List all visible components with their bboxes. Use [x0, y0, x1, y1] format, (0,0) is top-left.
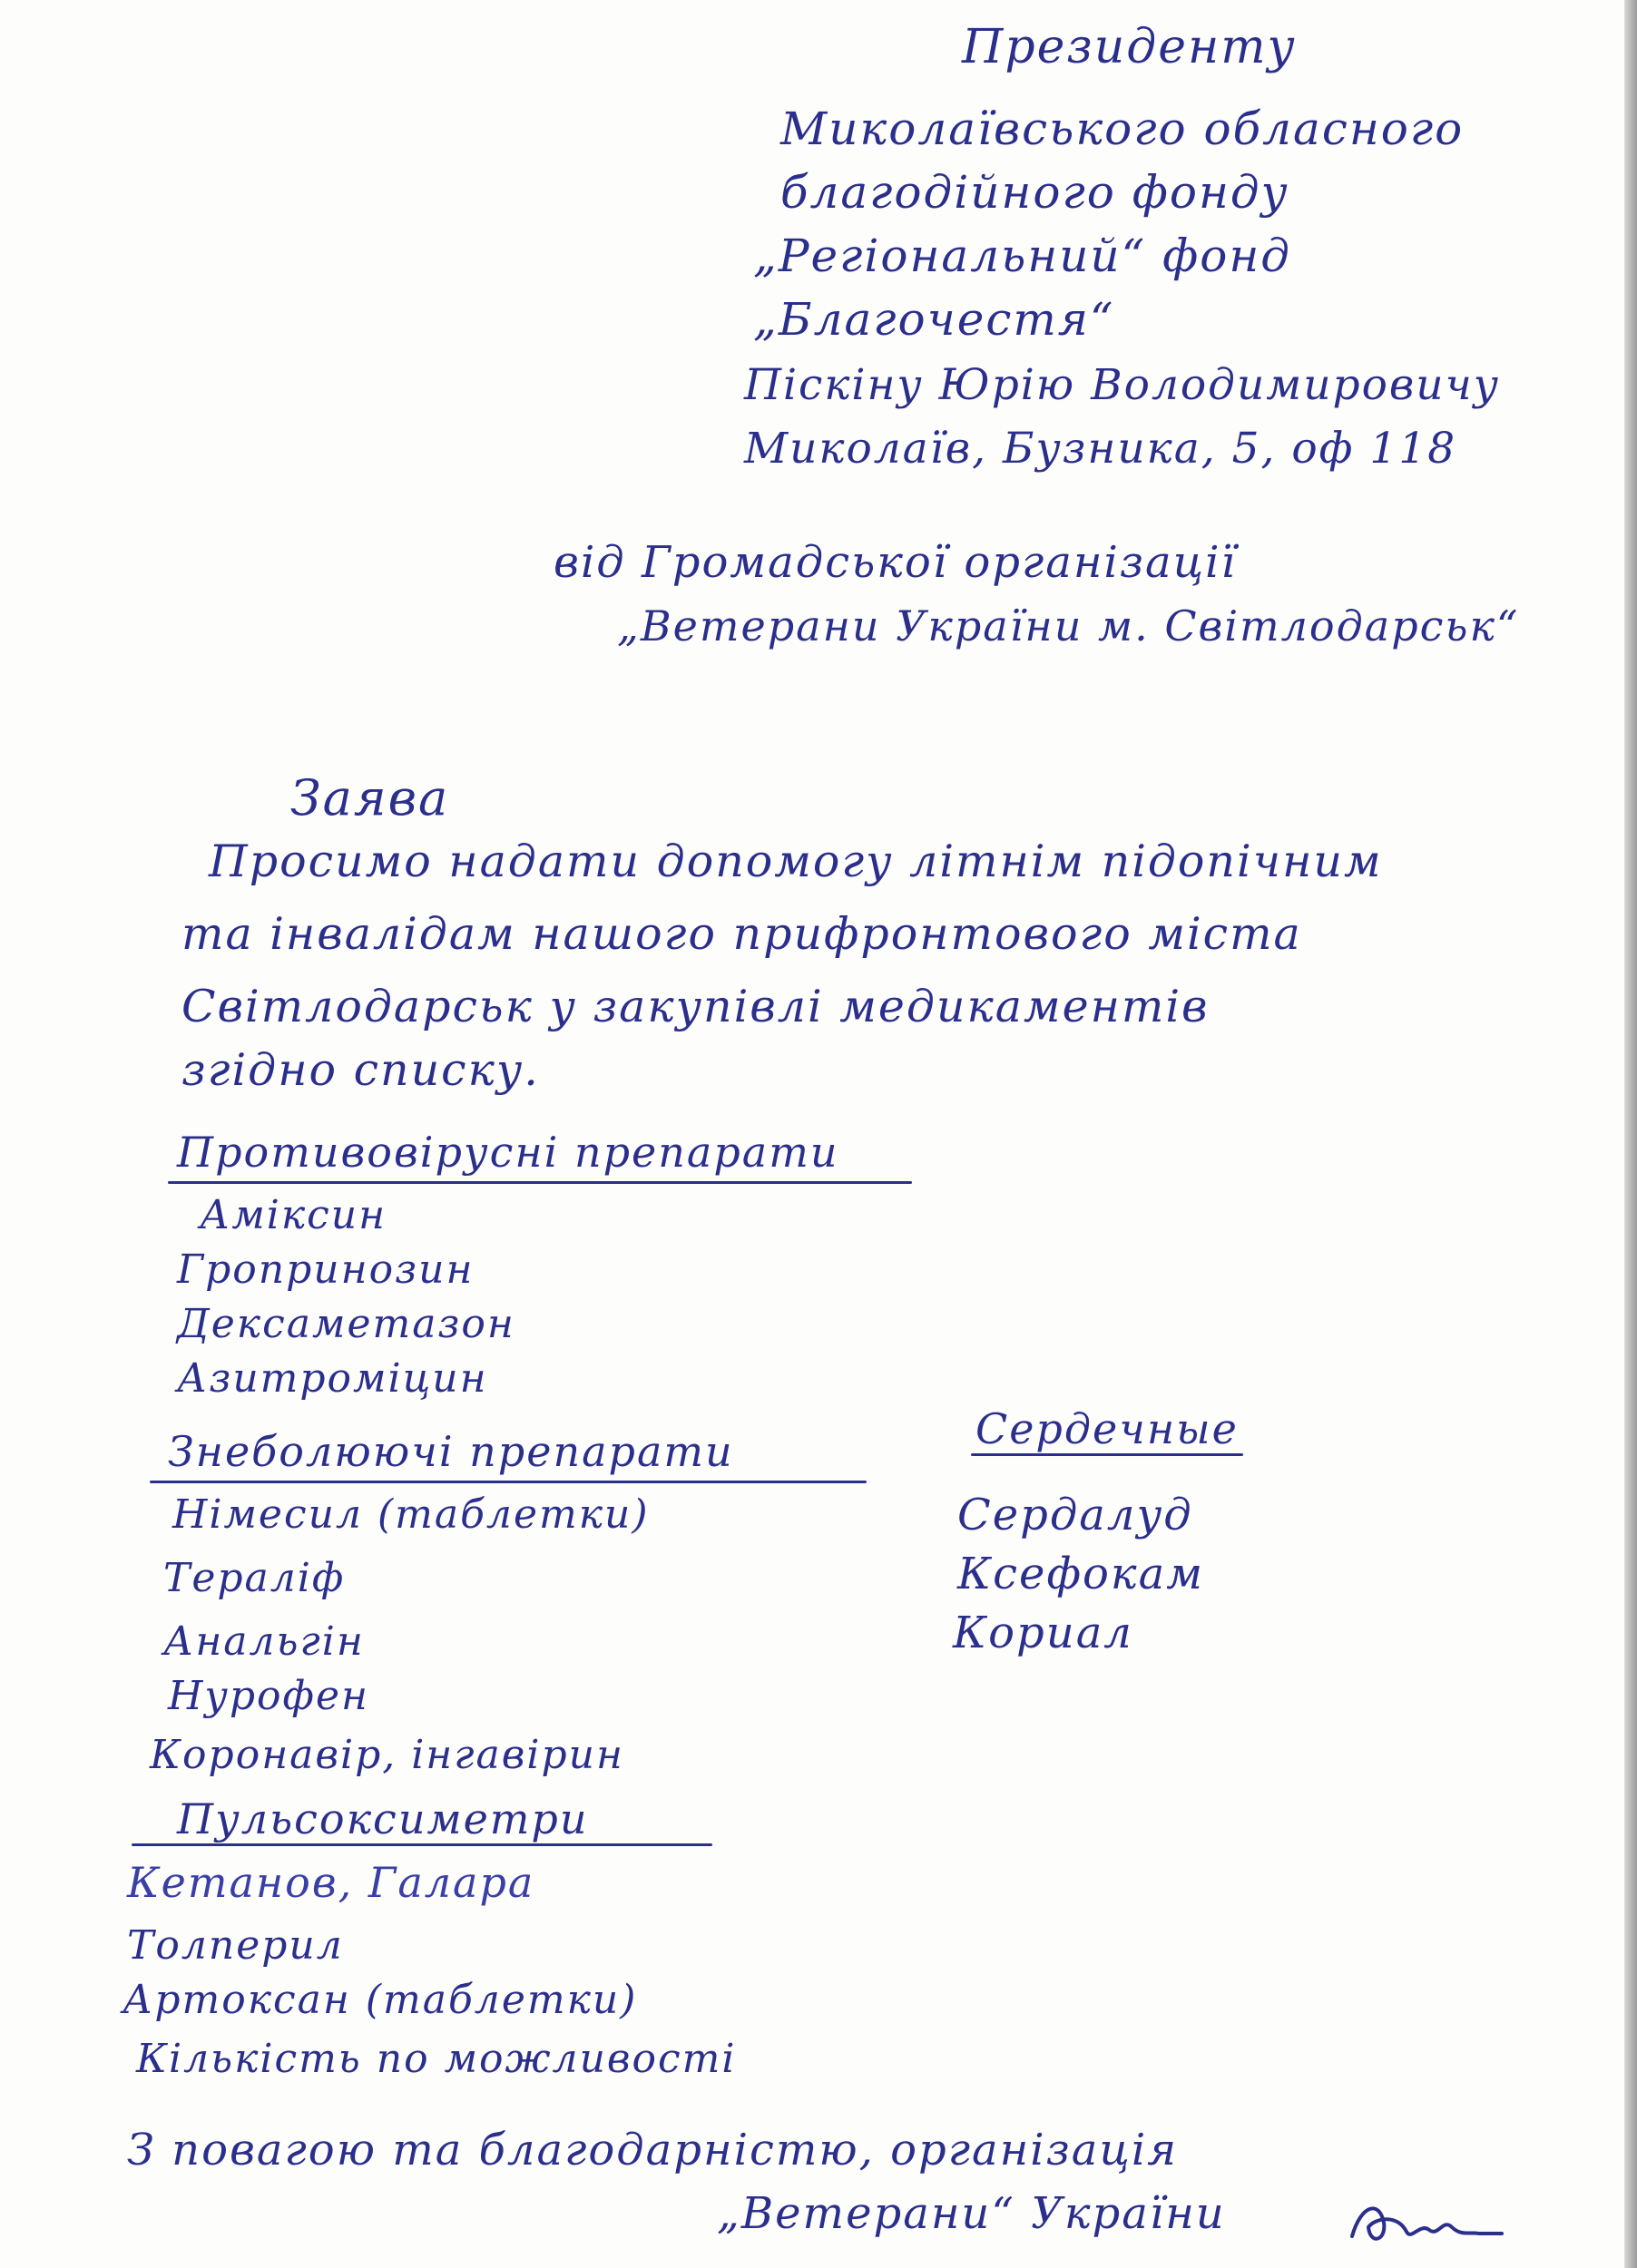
body-line-1: Просимо надати допомогу літнім підопічним	[209, 836, 1383, 887]
sender-line-2: „Ветерани України м. Світлодарськ“	[617, 601, 1520, 650]
addressee-line-1: Президенту	[962, 20, 1297, 74]
body-line-2: та інвалідам нашого прифронтового міста	[181, 908, 1302, 960]
addressee-line-6: Піскіну Юрію Володимировичу	[744, 360, 1500, 410]
addressee-line-2: Миколаївського обласного	[780, 103, 1465, 155]
pulse-item: Толперил	[127, 1922, 344, 1969]
document-title: Заява	[290, 769, 450, 826]
pulse-item: Кількість по можливості	[136, 2036, 737, 2082]
cardiac-underline	[971, 1453, 1243, 1456]
body-line-3: Світлодарськ у закупівлі медикаментів	[181, 981, 1210, 1032]
addressee-line-7: Миколаїв, Бузника, 5, оф 118	[744, 424, 1457, 474]
antiviral-underline	[168, 1181, 912, 1184]
closing-line-1: З повагою та благодарністю, організація	[127, 2125, 1179, 2175]
cardiac-item: Ксефокам	[957, 1549, 1204, 1599]
painkillers-item: Анальгін	[163, 1618, 365, 1665]
painkillers-underline	[150, 1481, 867, 1483]
sender-line-1: від Громадської організації	[554, 537, 1237, 588]
pulse-underline	[132, 1843, 712, 1846]
pulse-heading: Пульсоксиметри	[177, 1794, 589, 1843]
addressee-line-4: „Регіональний“ фонд	[753, 230, 1291, 282]
body-line-4: згідно списку.	[181, 1044, 540, 1096]
painkillers-item: Коронавір, інгавірин	[150, 1732, 624, 1778]
cardiac-item: Сердалуд	[957, 1490, 1193, 1540]
antiviral-item: Дексаметазон	[177, 1301, 515, 1347]
antiviral-item: Азитроміцин	[177, 1355, 488, 1402]
painkillers-item: Нурофен	[168, 1673, 370, 1719]
addressee-line-5: „Благочестя“	[753, 293, 1115, 346]
antiviral-item: Гропринозин	[177, 1246, 475, 1293]
antiviral-item: Аміксин	[200, 1192, 387, 1238]
cardiac-heading: Сердечные	[975, 1404, 1239, 1453]
cardiac-item: Кориал	[953, 1608, 1133, 1658]
painkillers-item: Тераліф	[163, 1555, 346, 1601]
pulse-item: Артоксан (таблетки)	[123, 1977, 638, 2023]
painkillers-heading: Знеболюючі препарати	[168, 1427, 734, 1476]
pulse-item: Кетанов, Галара	[127, 1858, 535, 1907]
addressee-line-3: благодійного фонду	[780, 166, 1289, 219]
signature-scribble	[1343, 2186, 1506, 2259]
antiviral-heading: Противовірусні препарати	[177, 1128, 839, 1177]
page-edge-shadow	[1624, 0, 1637, 2268]
closing-line-2: „Ветерани“ України	[717, 2188, 1226, 2239]
painkillers-item: Німесил (таблетки)	[172, 1491, 650, 1538]
